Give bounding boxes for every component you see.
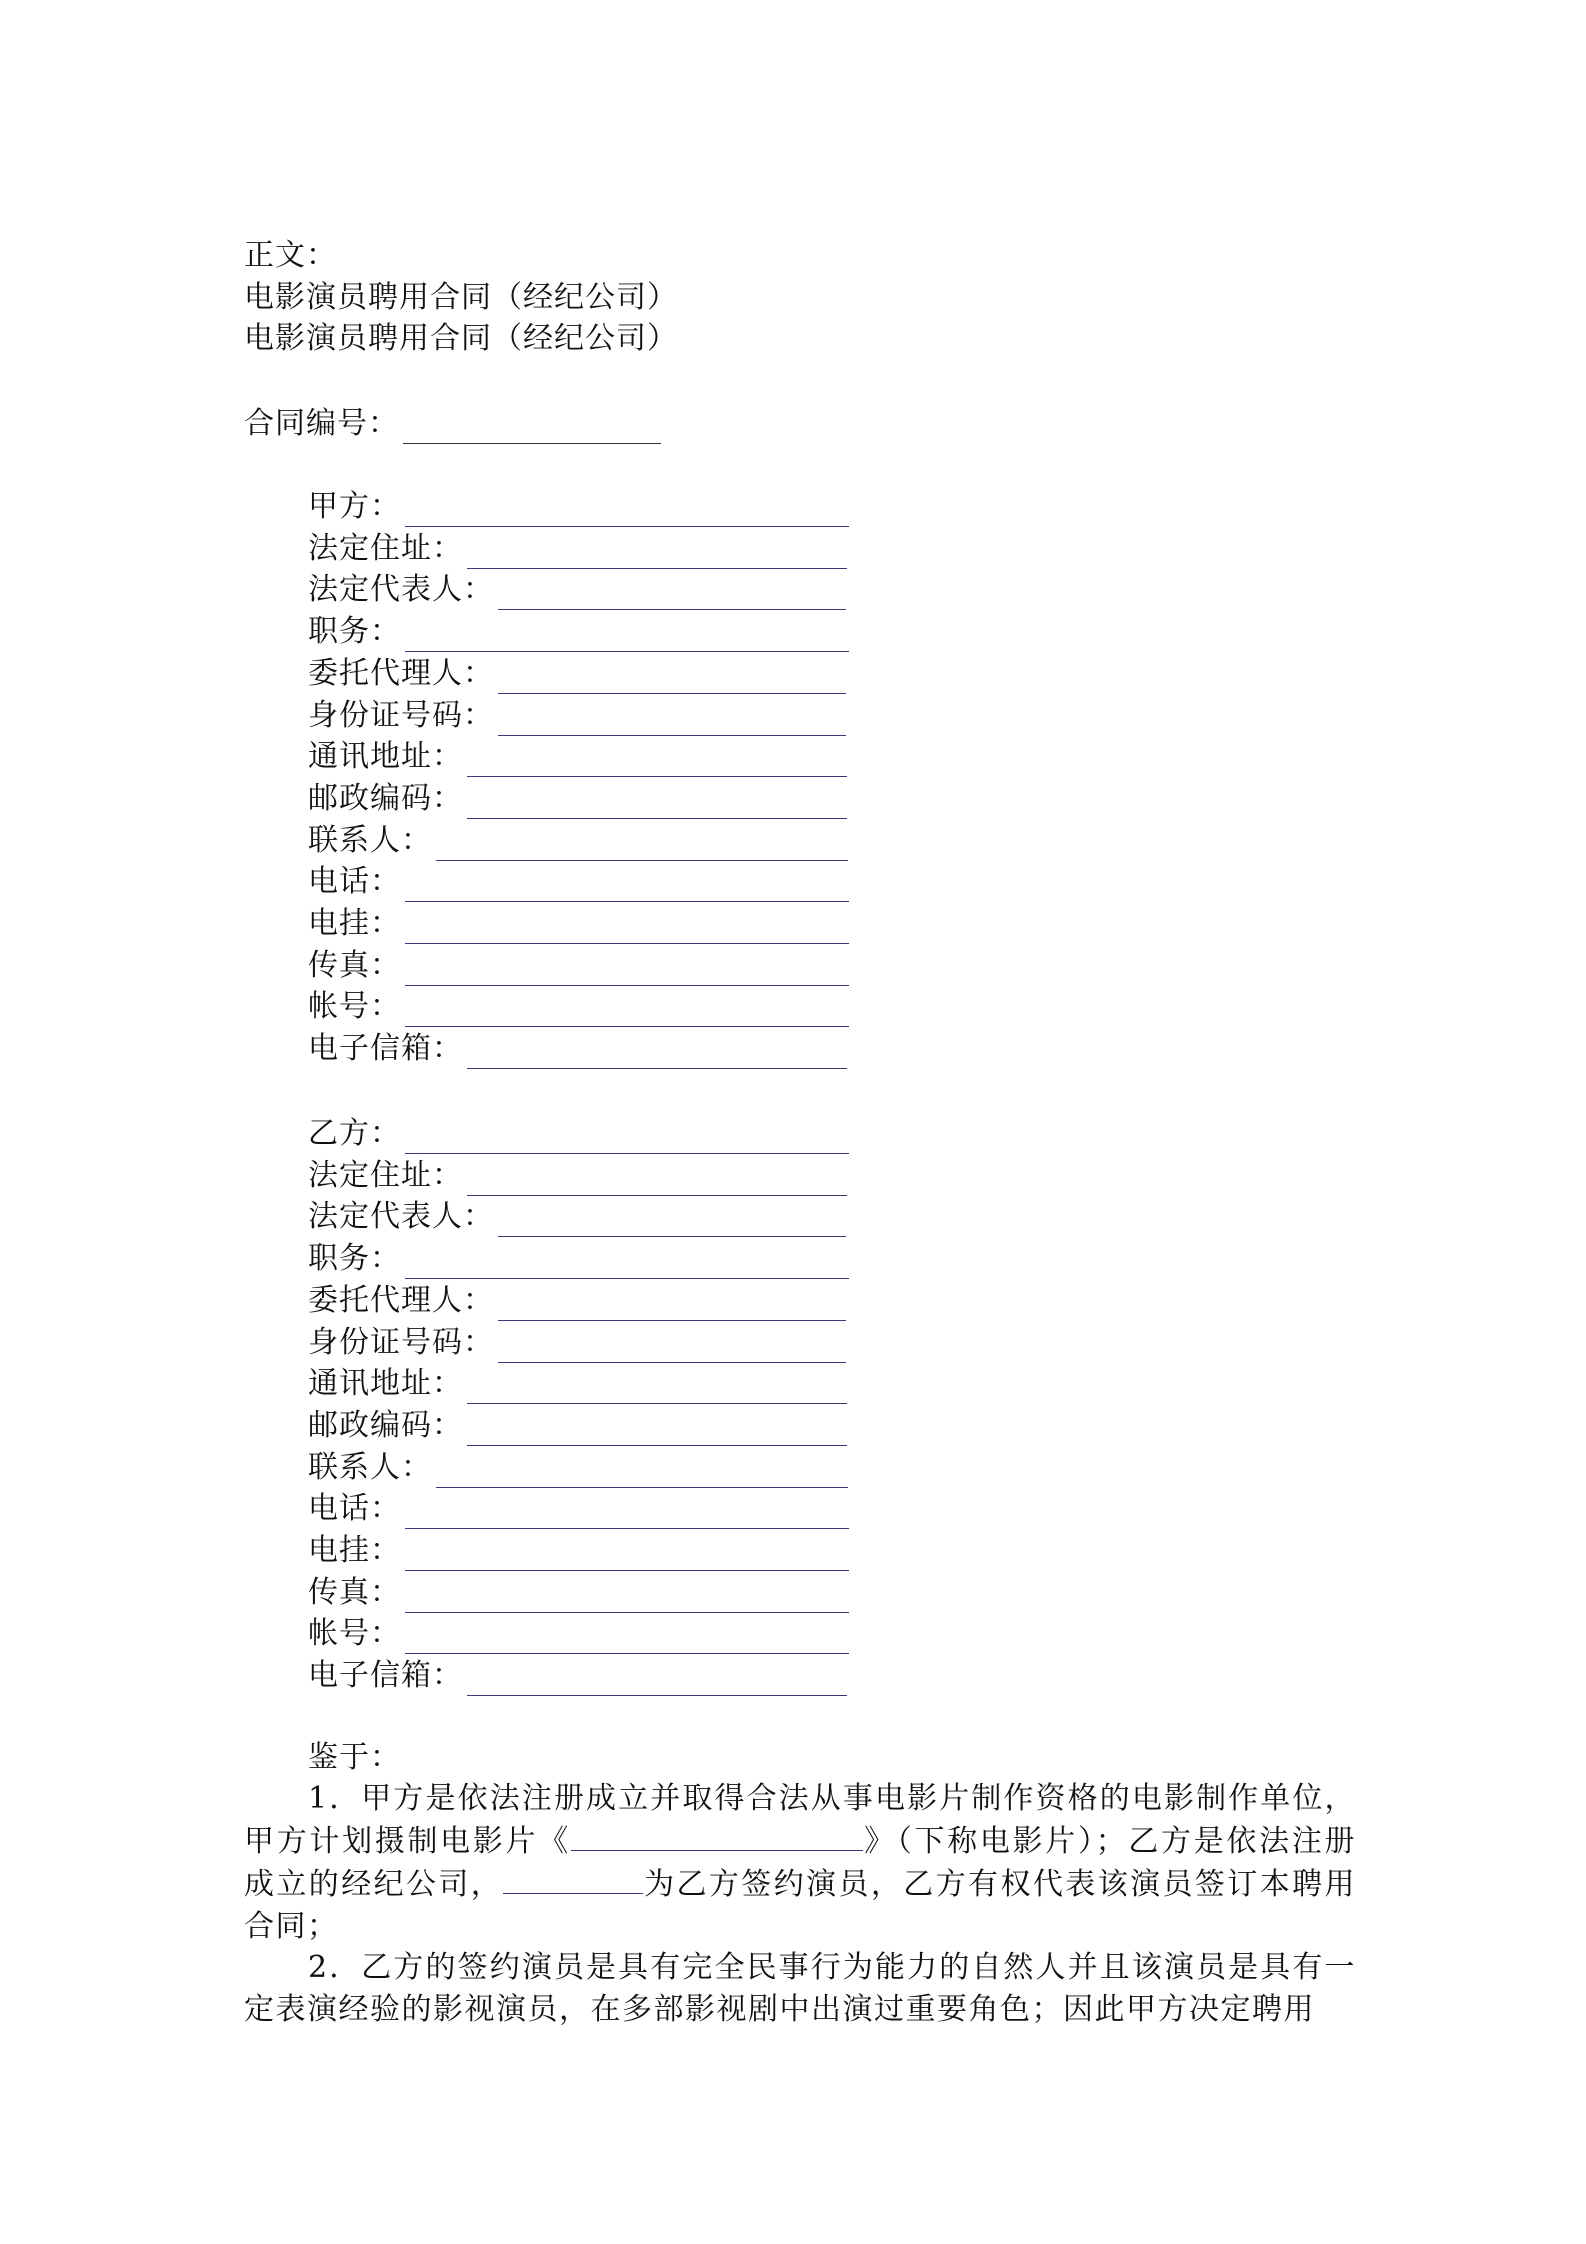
party-a-field-label: 传真： — [308, 947, 401, 983]
party-a-field-blank[interactable] — [467, 538, 847, 569]
party-b-field-label: 乙方： — [308, 1116, 401, 1151]
actor-name-blank[interactable] — [503, 1863, 643, 1894]
party-b-field-label: 法定代表人： — [308, 1199, 494, 1235]
document-title: 电影演员聘用合同（经纪公司） — [244, 280, 678, 315]
party-a-field-blank[interactable] — [405, 621, 849, 652]
party-b-field-label: 职务： — [308, 1241, 401, 1277]
contract-number-label: 合同编号： — [244, 406, 399, 441]
party-a-field-blank[interactable] — [498, 663, 846, 694]
party-a-field-blank[interactable] — [467, 788, 847, 819]
party-a-field-row — [308, 487, 849, 527]
party-b-field-label: 委托代理人： — [308, 1282, 494, 1318]
party-a-field-blank[interactable] — [405, 496, 849, 527]
whereas-paragraph-2: 2．乙方的签约演员是具有完全民事行为能力的自然人并且该演员是具有一定表演经验的影视演员，在多部影视剧中出演过重要角色；因此甲方决定聘用 — [244, 1950, 1356, 2027]
party-b-field-row — [308, 1406, 847, 1446]
party-b-field-label: 邮政编码： — [308, 1407, 463, 1443]
party-a-field-label: 邮政编码： — [308, 780, 463, 816]
body-label: 正文： — [244, 238, 337, 273]
party-a-field-row — [308, 821, 848, 861]
party-b-field-blank[interactable] — [405, 1582, 849, 1613]
party-b-field-blank[interactable] — [405, 1498, 849, 1529]
contract-number-blank[interactable] — [403, 413, 661, 444]
party-a-field-row — [308, 779, 847, 819]
party-b-field-label: 通讯地址： — [308, 1366, 463, 1402]
whereas-p1-part-a: 1．甲方是依法注册成立并取得合法从事电影片制作资格的电影制作单位，甲方计划摄制电影片《 — [244, 1781, 1356, 1859]
party-b-field-blank[interactable] — [467, 1165, 847, 1196]
party-a-field-label: 帐号： — [308, 989, 401, 1025]
party-a-field-row — [308, 1029, 847, 1069]
party-b-field-label: 帐号： — [308, 1616, 401, 1652]
party-b-field-blank[interactable] — [405, 1540, 849, 1571]
whereas-label: 鉴于： — [308, 1740, 401, 1775]
party-b-field-blank[interactable] — [498, 1206, 846, 1237]
party-a-field-blank[interactable] — [467, 1038, 847, 1069]
party-a-field-label: 电子信箱： — [308, 1031, 463, 1067]
party-a-field-blank[interactable] — [405, 996, 849, 1027]
party-b-field-blank[interactable] — [467, 1665, 847, 1696]
contract-number-row — [244, 404, 661, 444]
party-a-field-blank[interactable] — [498, 579, 846, 610]
party-b-field-row — [308, 1156, 847, 1196]
party-a-field-label: 电挂： — [308, 906, 401, 941]
party-a-field-label: 职务： — [308, 614, 401, 650]
party-b-field-row — [308, 1573, 849, 1613]
party-a-field-label: 通讯地址： — [308, 739, 463, 775]
party-b-field-blank[interactable] — [467, 1415, 847, 1446]
party-a-field-row — [308, 612, 849, 652]
party-b-field-blank[interactable] — [405, 1248, 849, 1279]
party-a-field-row — [308, 946, 849, 986]
party-b-field-label: 电挂： — [308, 1533, 401, 1568]
party-a-field-row — [308, 737, 847, 777]
party-a-field-blank[interactable] — [467, 746, 847, 777]
party-b-field-row — [308, 1614, 849, 1654]
party-a-field-label: 委托代理人： — [308, 655, 494, 691]
party-a-field-blank[interactable] — [498, 705, 846, 736]
party-b-field-label: 电子信箱： — [308, 1658, 463, 1694]
party-b-field-blank[interactable] — [498, 1332, 846, 1363]
party-b-field-label: 身份证号码： — [308, 1324, 494, 1360]
party-a-field-row — [308, 654, 846, 694]
document-title-repeat: 电影演员聘用合同（经纪公司） — [244, 321, 678, 356]
party-a-field-blank[interactable] — [436, 830, 848, 861]
party-b-field-blank[interactable] — [405, 1623, 849, 1654]
party-b-field-row — [308, 1656, 847, 1696]
party-a-field-label: 联系人： — [308, 822, 432, 858]
party-b-field-row — [308, 1114, 849, 1154]
party-a-field-row — [308, 696, 846, 736]
party-a-field-blank[interactable] — [405, 913, 849, 944]
party-b-field-blank[interactable] — [498, 1290, 846, 1321]
party-b-field-blank[interactable] — [405, 1123, 849, 1154]
party-b-field-blank[interactable] — [467, 1373, 847, 1404]
party-b-field-row — [308, 1531, 849, 1571]
party-b-field-label: 法定住址： — [308, 1157, 463, 1193]
party-a-field-label: 法定代表人： — [308, 572, 494, 608]
whereas-paragraph-1 — [244, 1778, 1356, 1948]
whereas-p1-part-b: 》（下称电影片）；乙方是依法注册成立的经纪公司， — [244, 1824, 1357, 1902]
party-a-field-row — [308, 987, 849, 1027]
party-b-field-label: 电话： — [308, 1491, 401, 1527]
party-b-field-blank[interactable] — [436, 1457, 848, 1488]
party-b-field-row — [308, 1281, 846, 1321]
party-a-field-label: 甲方： — [308, 489, 401, 524]
party-b-field-row — [308, 1197, 846, 1237]
party-a-field-row — [308, 529, 847, 569]
party-a-field-label: 身份证号码： — [308, 697, 494, 733]
party-b-field-label: 联系人： — [308, 1449, 432, 1485]
party-a-field-blank[interactable] — [405, 955, 849, 986]
party-a-field-row — [308, 570, 846, 610]
party-b-field-row — [308, 1489, 849, 1529]
party-a-field-row — [308, 862, 849, 902]
party-b-field-row — [308, 1323, 846, 1363]
film-title-blank[interactable] — [571, 1820, 863, 1851]
party-b-field-label: 传真： — [308, 1574, 401, 1610]
party-a-field-label: 电话： — [308, 864, 401, 900]
whereas-p1-part-c: 为乙方签约演员，乙方有权代表该演员签订本聘用合同； — [244, 1867, 1357, 1944]
party-b-field-row — [308, 1239, 849, 1279]
party-b-field-row — [308, 1448, 848, 1488]
party-a-field-blank[interactable] — [405, 871, 849, 902]
party-a-field-row — [308, 904, 849, 944]
party-a-field-label: 法定住址： — [308, 530, 463, 566]
party-b-field-row — [308, 1364, 847, 1404]
